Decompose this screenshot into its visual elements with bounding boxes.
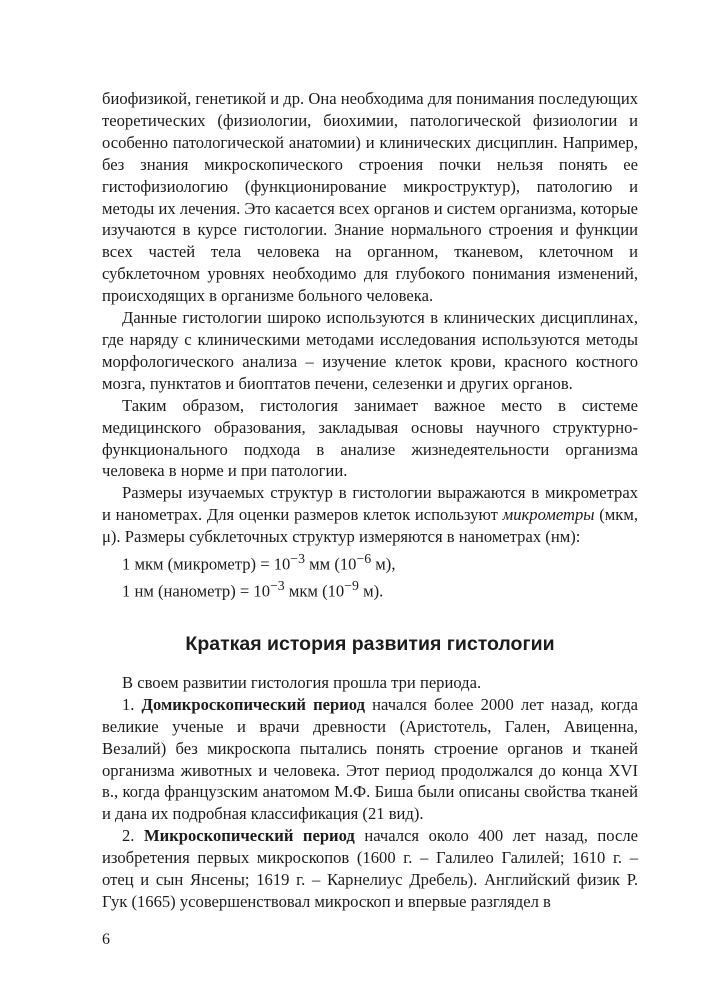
body-text — [102, 88, 638, 913]
paragraph-continued: биофизикой, генетикой и др. Она необходима для понимания последующих теоретических (физиологии, биохимии, патологической физиологии и особенно патологической анатомии) и клинических дисциплин. Например, без знания микроскопического строения почки нельзя понять ее гистофизиологию (функционирование микроструктур), патологию и методы их лечения. Это касается всех органов и систем организма, которые изучаются в курсе гистологии. Знание нормального строения и функции всех частей тела человека на органном, тканевом, клеточном и субклеточном уровнях необходимо для глубокого понимания изменений, происходящих в организме больного человека. — [102, 89, 638, 306]
paragraph-conclusion: Таким образом, гистология занимает важное место в системе медицинского образования, закладывая основы научного структурно-функционального подхода в анализе жизнедеятельности организма человека в норме и при патологии. — [102, 395, 638, 481]
paragraph-intro: В своем развитии гистология прошла три периода. — [122, 672, 482, 692]
paragraph-period-2: 2. Микроскопический период начался около 400 лет назад, после изобретения первых микроскопов (1600 г. – Галилео Галилей; 1610 г. – отец и сын Янсены; 1619 г. – Карнелиус Дребель). Английский физик Р. Гук (1665) усовершенствовал микроскоп и впервые разглядел в — [102, 826, 638, 911]
paragraph-period-1: 1. Домикроскопический период начался более 2000 лет назад, когда великие ученые и врачи древности (Аристотель, Гален, Авиценна, Везалий) без микроскопа пытались понять строение органов и тканей организма животных и человека. Этот период продолжался до конца XVI в., когда французским анатомом М.Ф. Биша были описаны свойства тканей и дана их подробная классификация (21 вид). — [102, 694, 638, 824]
page-number: 6 — [102, 931, 110, 948]
formula-nanometer: 1 нм (нанометр) = $10^{-3}$ мкм ($10^{-9}$ м). — [122, 578, 384, 601]
formula-micrometer: 1 мкм (микрометр) = $10^{-3}$ мм ($10^{-6}$ м), — [122, 551, 396, 574]
period-2-title: Микроскопический период — [143, 826, 355, 846]
section-title: Краткая история развития гистологии — [185, 632, 555, 655]
units-term: микрометры — [502, 505, 595, 525]
units-text-after: (мкм, μ). Размеры субклеточных структур измеряются в нанометрах (нм): — [102, 505, 638, 547]
period-1-title: Домикроскопический период — [141, 694, 366, 714]
paragraph-clinical-use: Данные гистологии широко используются в клинических дисциплинах, где наряду с клиническими методами исследования используются методы морфологического анализа – изучение клеток крови, красного костного мозга, пунктатов и биоптатов печени, селезенки и других органов. — [102, 308, 638, 393]
units-text-before: Размеры изучаемых структур в гистологии выражаются в микрометрах и нанометрах. Для оценки размеров клеток используют — [102, 483, 638, 525]
paragraph-units — [102, 482, 638, 548]
